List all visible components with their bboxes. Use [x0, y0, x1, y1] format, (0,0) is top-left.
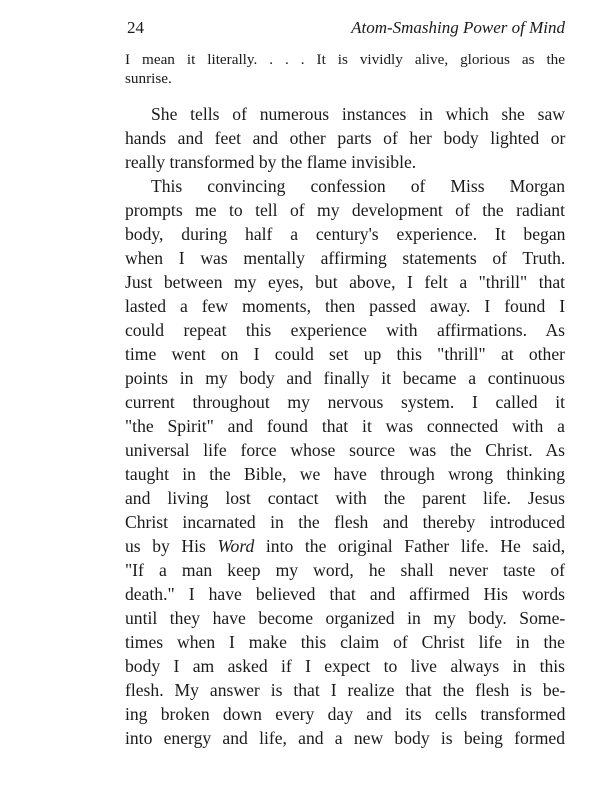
- text-line: Christ incarnated in the flesh and thereby introduced: [125, 512, 565, 532]
- text-line: body, during half a century's experience. It began: [125, 224, 566, 244]
- text-line: lasted a few moments, then passed away. I found I: [125, 296, 566, 316]
- running-title: Atom-Smashing Power of Mind: [351, 18, 565, 37]
- text-line: time went on I could set up this "thrill" at other: [125, 344, 565, 364]
- text-line: "If a man keep my word, he shall never taste of: [125, 560, 566, 580]
- text-fragment: us by His: [125, 536, 218, 556]
- text-line: She tells of numerous instances in which she saw: [151, 104, 565, 124]
- text-line: This convincing confession of Miss Morgan: [151, 176, 565, 196]
- text-line: really transformed by the flame invisible.: [125, 152, 417, 172]
- text-fragment: into the original Father life. He said,: [254, 536, 566, 556]
- text-line: current throughout my nervous system. I called it: [125, 392, 565, 412]
- text-line: when I was mentally affirming statements of Truth.: [125, 248, 566, 268]
- quote-line: I mean it literally. . . . It is vividly alive, glorious as the: [125, 51, 565, 68]
- body-text: [125, 102, 565, 750]
- text-line: flesh. My answer is that I realize that the flesh is be-: [125, 680, 566, 700]
- italic-word: Word: [217, 536, 255, 556]
- text-line: points in my body and finally it became a continuous: [125, 368, 565, 388]
- text-line: until they have become organized in my body. Some-: [125, 608, 566, 628]
- block-quote: [125, 50, 565, 88]
- page-header: [125, 18, 565, 40]
- page-number: 24: [127, 18, 144, 37]
- text-line: "the Spirit" and found that it was connected with a: [125, 416, 565, 436]
- text-line: ing broken down every day and its cells transformed: [125, 704, 566, 724]
- text-line-with-italic: [125, 534, 565, 558]
- text-line: body I am asked if I expect to live always in this: [125, 656, 565, 676]
- text-line: and living lost contact with the parent life. Jesus: [125, 488, 565, 508]
- text-line: could repeat this experience with affirmations. As: [125, 320, 565, 340]
- text-line: death." I have believed that and affirmed His words: [125, 584, 566, 604]
- text-line: taught in the Bible, we have through wrong thinking: [125, 464, 565, 484]
- quote-line: sunrise.: [125, 70, 172, 87]
- text-line: into energy and life, and a new body is being formed: [125, 728, 565, 748]
- text-line: hands and feet and other parts of her body lighted or: [125, 128, 566, 148]
- text-line: universal life force whose source was the Christ. As: [125, 440, 565, 460]
- text-line: prompts me to tell of my development of the radiant: [125, 200, 565, 220]
- text-line: times when I make this claim of Christ life in the: [125, 632, 565, 652]
- text-line: Just between my eyes, but above, I felt a "thrill" that: [125, 272, 566, 292]
